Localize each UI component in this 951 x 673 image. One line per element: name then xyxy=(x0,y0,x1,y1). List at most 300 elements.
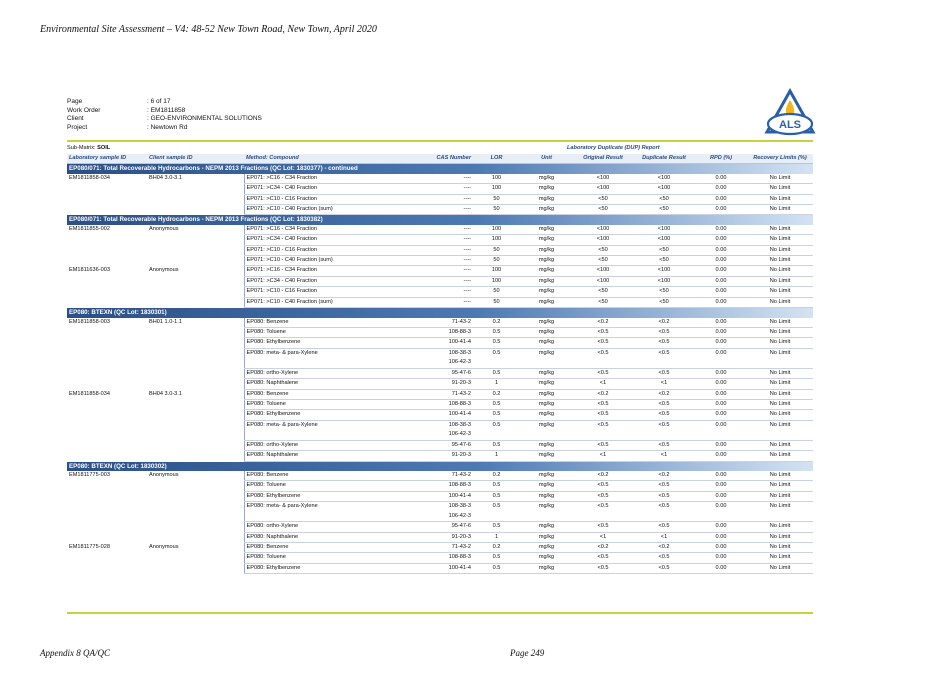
table-row xyxy=(67,553,813,563)
unit: mg/kg xyxy=(520,399,573,409)
lor: 0.5 xyxy=(473,338,520,348)
duplicate-result: <0.5 xyxy=(633,348,695,368)
logo-text: ALS xyxy=(779,119,801,131)
method-compound: EP080: ortho-Xylene xyxy=(244,440,377,450)
duplicate-result: <50 xyxy=(633,287,695,297)
unit: mg/kg xyxy=(520,532,573,542)
cas-number: 100-41-4 xyxy=(377,491,473,501)
rpd: 0.00 xyxy=(695,491,747,501)
unit: mg/kg xyxy=(520,184,573,194)
section-title: EP080: BTEXN (QC Lot: 1830301) xyxy=(67,308,813,318)
duplicate-result: <100 xyxy=(633,266,695,276)
col-duplicate-result: Duplicate Result xyxy=(633,154,695,164)
lab-sample-id xyxy=(67,563,147,573)
lor: 0.5 xyxy=(473,410,520,420)
info-value: : 6 of 17 xyxy=(147,98,171,105)
table-row xyxy=(67,471,813,481)
method-compound: EP080: Ethylbenzene xyxy=(244,491,377,501)
duplicate-result: <1 xyxy=(633,379,695,389)
method-compound: EP071: >C10 - C16 Fraction xyxy=(244,194,377,204)
rpd: 0.00 xyxy=(695,389,747,399)
cas-number xyxy=(377,348,473,368)
lab-sample-id xyxy=(67,327,147,337)
method-compound: EP080: Naphthalene xyxy=(244,451,377,461)
unit: mg/kg xyxy=(520,491,573,501)
original-result: <0.2 xyxy=(573,318,633,328)
cas-number: 71-43-2 xyxy=(377,471,473,481)
unit: mg/kg xyxy=(520,245,573,255)
recovery-limits: No Limit xyxy=(747,256,813,266)
table-row xyxy=(67,205,813,215)
lor: 50 xyxy=(473,205,520,215)
info-row-project xyxy=(67,124,262,133)
unit: mg/kg xyxy=(520,522,573,532)
original-result: <0.5 xyxy=(573,338,633,348)
method-compound: EP071: >C16 - C34 Fraction xyxy=(244,266,377,276)
unit: mg/kg xyxy=(520,451,573,461)
lab-sample-id: EM1811858-034 xyxy=(69,390,110,397)
als-logo xyxy=(764,88,816,138)
recovery-limits: No Limit xyxy=(747,338,813,348)
info-value: : EM1811858 xyxy=(147,106,186,114)
info-label: Project xyxy=(67,123,88,131)
cas-number: 71-43-2 xyxy=(377,389,473,399)
lor: 0.5 xyxy=(473,553,520,563)
info-label: Client xyxy=(67,115,84,123)
lor: 0.5 xyxy=(473,481,520,491)
duplicate-table xyxy=(67,154,813,574)
cas-number: 95-47-6 xyxy=(377,368,473,378)
lor: 1 xyxy=(473,451,520,461)
lor: 0.5 xyxy=(473,368,520,378)
client-sample-id: Anonymous xyxy=(149,267,179,274)
lor: 50 xyxy=(473,245,520,255)
rpd: 0.00 xyxy=(695,194,747,204)
original-result: <100 xyxy=(573,235,633,245)
unit: mg/kg xyxy=(520,225,573,235)
col-original-result: Original Result xyxy=(573,154,633,164)
original-result: <0.5 xyxy=(573,420,633,440)
rpd: 0.00 xyxy=(695,338,747,348)
client-sample-id xyxy=(147,297,244,307)
lab-sample-id xyxy=(67,410,147,420)
method-compound: EP071: >C10 - C40 Fraction (sum) xyxy=(244,205,377,215)
method-compound: EP080: Benzene xyxy=(244,471,377,481)
col-client-sample-id: Client sample ID xyxy=(147,154,244,164)
rpd: 0.00 xyxy=(695,297,747,307)
document-header: Environmental Site Assessment – V4: 48-52 New Town Road, New Town, April 2020 xyxy=(40,24,377,35)
sub-matrix-value: SOIL xyxy=(97,145,111,151)
duplicate-result: <0.5 xyxy=(633,502,695,522)
recovery-limits: No Limit xyxy=(747,287,813,297)
method-compound: EP080: Ethylbenzene xyxy=(244,338,377,348)
original-result: <100 xyxy=(573,266,633,276)
lab-sample-id: EM1811855-002 xyxy=(69,226,110,233)
client-sample-id xyxy=(147,522,244,532)
recovery-limits: No Limit xyxy=(747,522,813,532)
lor: 0.5 xyxy=(473,327,520,337)
table-row xyxy=(67,522,813,532)
lor: 0.5 xyxy=(473,420,520,440)
duplicate-result: <50 xyxy=(633,194,695,204)
cas-number: ---- xyxy=(377,276,473,286)
cas-number: 95-47-6 xyxy=(377,440,473,450)
cas-part: 108-38-3 xyxy=(448,421,471,428)
client-sample-id xyxy=(147,205,244,215)
table-row xyxy=(67,491,813,501)
lab-sample-id xyxy=(67,276,147,286)
table-row xyxy=(67,532,813,542)
recovery-limits: No Limit xyxy=(747,327,813,337)
table-row xyxy=(67,502,813,522)
lab-sample-id xyxy=(67,368,147,378)
recovery-limits: No Limit xyxy=(747,491,813,501)
info-value: : GEO-ENVIRONMENTAL SOLUTIONS xyxy=(147,115,262,123)
client-sample-id xyxy=(147,184,244,194)
cas-part: 106-42-3 xyxy=(448,431,471,438)
section-title: EP080/071: Total Recoverable Hydrocarbons - NEPM 2013 Fractions (QC Lot: 1830377) - continued xyxy=(67,164,813,174)
lab-sample-id: EM1811858-003 xyxy=(69,318,110,325)
table-row xyxy=(67,338,813,348)
original-result: <100 xyxy=(573,225,633,235)
table-row xyxy=(67,235,813,245)
duplicate-result: <0.5 xyxy=(633,338,695,348)
cas-number: ---- xyxy=(377,297,473,307)
rpd: 0.00 xyxy=(695,276,747,286)
table-row xyxy=(67,245,813,255)
client-sample-id xyxy=(147,451,244,461)
table-row xyxy=(67,266,813,276)
lor: 0.5 xyxy=(473,502,520,522)
original-result: <0.5 xyxy=(573,491,633,501)
col-rpd: RPD (%) xyxy=(695,154,747,164)
client-sample-id xyxy=(147,287,244,297)
client-sample-id xyxy=(147,440,244,450)
recovery-limits: No Limit xyxy=(747,543,813,553)
lor: 0.5 xyxy=(473,491,520,501)
lab-sample-id xyxy=(67,235,147,245)
rpd: 0.00 xyxy=(695,420,747,440)
duplicate-result: <0.5 xyxy=(633,410,695,420)
recovery-limits: No Limit xyxy=(747,184,813,194)
method-compound: EP080: Toluene xyxy=(244,481,377,491)
rpd: 0.00 xyxy=(695,532,747,542)
unit: mg/kg xyxy=(520,471,573,481)
duplicate-result: <1 xyxy=(633,451,695,461)
unit: mg/kg xyxy=(520,287,573,297)
lab-sample-id xyxy=(67,287,147,297)
method-compound: EP071: >C10 - C16 Fraction xyxy=(244,245,377,255)
lor: 0.2 xyxy=(473,471,520,481)
original-result: <100 xyxy=(573,276,633,286)
cas-number: ---- xyxy=(377,256,473,266)
table-row xyxy=(67,379,813,389)
original-result: <100 xyxy=(573,174,633,184)
method-compound: EP071: >C10 - C40 Fraction (sum) xyxy=(244,256,377,266)
unit: mg/kg xyxy=(520,266,573,276)
duplicate-result: <0.2 xyxy=(633,543,695,553)
col-lor: LOR xyxy=(473,154,520,164)
rpd: 0.00 xyxy=(695,245,747,255)
lab-sample-id xyxy=(67,532,147,542)
cas-number: 108-88-3 xyxy=(377,481,473,491)
unit: mg/kg xyxy=(520,368,573,378)
original-result: <0.5 xyxy=(573,440,633,450)
recovery-limits: No Limit xyxy=(747,471,813,481)
duplicate-result: <50 xyxy=(633,256,695,266)
table-row xyxy=(67,174,813,184)
cas-number: 108-88-3 xyxy=(377,553,473,563)
original-result: <0.2 xyxy=(573,543,633,553)
method-compound: EP080: meta- & para-Xylene xyxy=(244,502,377,522)
rpd: 0.00 xyxy=(695,184,747,194)
original-result: <50 xyxy=(573,287,633,297)
client-sample-id xyxy=(147,194,244,204)
lor: 0.2 xyxy=(473,389,520,399)
original-result: <100 xyxy=(573,184,633,194)
client-sample-id: Anonymous xyxy=(149,226,179,233)
unit: mg/kg xyxy=(520,338,573,348)
client-sample-id xyxy=(147,420,244,440)
client-sample-id xyxy=(147,481,244,491)
unit: mg/kg xyxy=(520,553,573,563)
recovery-limits: No Limit xyxy=(747,532,813,542)
rpd: 0.00 xyxy=(695,256,747,266)
rpd: 0.00 xyxy=(695,225,747,235)
duplicate-result: <100 xyxy=(633,174,695,184)
table-row xyxy=(67,389,813,399)
cas-part: 108-38-3 xyxy=(448,503,471,510)
recovery-limits: No Limit xyxy=(747,348,813,368)
cas-number: ---- xyxy=(377,194,473,204)
table-row xyxy=(67,563,813,573)
unit: mg/kg xyxy=(520,276,573,286)
lor: 100 xyxy=(473,276,520,286)
recovery-limits: No Limit xyxy=(747,297,813,307)
original-result: <0.2 xyxy=(573,389,633,399)
cas-number: ---- xyxy=(377,174,473,184)
rpd: 0.00 xyxy=(695,543,747,553)
lor: 0.5 xyxy=(473,440,520,450)
lor: 100 xyxy=(473,235,520,245)
unit: mg/kg xyxy=(520,194,573,204)
cas-number xyxy=(377,420,473,440)
original-result: <0.5 xyxy=(573,522,633,532)
rpd: 0.00 xyxy=(695,440,747,450)
table-row xyxy=(67,194,813,204)
cas-number: 91-20-3 xyxy=(377,532,473,542)
method-compound: EP080: meta- & para-Xylene xyxy=(244,420,377,440)
lab-sample-id xyxy=(67,522,147,532)
duplicate-result: <0.5 xyxy=(633,399,695,409)
lor: 50 xyxy=(473,297,520,307)
unit: mg/kg xyxy=(520,318,573,328)
original-result: <50 xyxy=(573,245,633,255)
footer-rule xyxy=(67,612,813,614)
client-sample-id xyxy=(147,532,244,542)
client-sample-id xyxy=(147,368,244,378)
unit: mg/kg xyxy=(520,235,573,245)
rpd: 0.00 xyxy=(695,348,747,368)
info-value: : Newtown Rd xyxy=(147,123,188,131)
client-sample-id xyxy=(147,348,244,368)
original-result: <50 xyxy=(573,205,633,215)
lab-sample-id xyxy=(67,184,147,194)
recovery-limits: No Limit xyxy=(747,245,813,255)
lab-sample-id: EM1811636-003 xyxy=(69,267,110,274)
lab-sample-id xyxy=(67,399,147,409)
original-result: <1 xyxy=(573,532,633,542)
duplicate-result: <0.5 xyxy=(633,440,695,450)
method-compound: EP080: ortho-Xylene xyxy=(244,522,377,532)
original-result: <50 xyxy=(573,194,633,204)
table-row xyxy=(67,225,813,235)
footer-appendix: Appendix 8 QA/QC xyxy=(40,648,110,658)
recovery-limits: No Limit xyxy=(747,553,813,563)
table-row xyxy=(67,481,813,491)
duplicate-result: <0.5 xyxy=(633,563,695,573)
client-sample-id xyxy=(147,399,244,409)
duplicate-result: <100 xyxy=(633,184,695,194)
method-compound: EP080: Benzene xyxy=(244,389,377,399)
table-row xyxy=(67,348,813,368)
lab-sample-id xyxy=(67,348,147,368)
original-result: <0.5 xyxy=(573,410,633,420)
cas-number: 95-47-6 xyxy=(377,522,473,532)
cas-number: 100-41-4 xyxy=(377,563,473,573)
original-result: <1 xyxy=(573,451,633,461)
cas-number: ---- xyxy=(377,205,473,215)
rpd: 0.00 xyxy=(695,563,747,573)
duplicate-result: <50 xyxy=(633,297,695,307)
col-unit: Unit xyxy=(520,154,573,164)
lab-sample-id: EM1811858-034 xyxy=(69,175,110,182)
unit: mg/kg xyxy=(520,389,573,399)
lab-sample-id xyxy=(67,205,147,215)
table-row xyxy=(67,410,813,420)
unit: mg/kg xyxy=(520,420,573,440)
duplicate-result: <100 xyxy=(633,225,695,235)
cas-number: ---- xyxy=(377,184,473,194)
lor: 100 xyxy=(473,184,520,194)
cas-part: 106-42-3 xyxy=(448,512,471,519)
client-sample-id xyxy=(147,327,244,337)
rpd: 0.00 xyxy=(695,553,747,563)
original-result: <0.5 xyxy=(573,368,633,378)
client-sample-id xyxy=(147,502,244,522)
lab-sample-id xyxy=(67,256,147,266)
unit: mg/kg xyxy=(520,348,573,368)
unit: mg/kg xyxy=(520,440,573,450)
table-row xyxy=(67,368,813,378)
original-result: <0.5 xyxy=(573,502,633,522)
recovery-limits: No Limit xyxy=(747,481,813,491)
duplicate-result: <100 xyxy=(633,276,695,286)
recovery-limits: No Limit xyxy=(747,420,813,440)
unit: mg/kg xyxy=(520,256,573,266)
recovery-limits: No Limit xyxy=(747,225,813,235)
rpd: 0.00 xyxy=(695,368,747,378)
rpd: 0.00 xyxy=(695,471,747,481)
method-compound: EP071: >C10 - C40 Fraction (sum) xyxy=(244,297,377,307)
table-row xyxy=(67,287,813,297)
section-header-row xyxy=(67,461,813,471)
table-header-row xyxy=(67,154,813,164)
recovery-limits: No Limit xyxy=(747,389,813,399)
cas-number: 91-20-3 xyxy=(377,379,473,389)
cas-number: ---- xyxy=(377,287,473,297)
duplicate-result: <0.5 xyxy=(633,368,695,378)
original-result: <0.5 xyxy=(573,399,633,409)
duplicate-result: <0.5 xyxy=(633,491,695,501)
rpd: 0.00 xyxy=(695,410,747,420)
method-compound: EP080: Naphthalene xyxy=(244,532,377,542)
original-result: <0.5 xyxy=(573,327,633,337)
client-sample-id xyxy=(147,410,244,420)
recovery-limits: No Limit xyxy=(747,399,813,409)
lab-sample-id xyxy=(67,420,147,440)
cas-number: ---- xyxy=(377,266,473,276)
rpd: 0.00 xyxy=(695,481,747,491)
lab-sample-id xyxy=(67,491,147,501)
unit: mg/kg xyxy=(520,297,573,307)
client-sample-id: BH01 1.0-1.1 xyxy=(149,318,182,325)
info-row-work-order xyxy=(67,107,262,116)
lor: 100 xyxy=(473,266,520,276)
duplicate-result: <0.2 xyxy=(633,471,695,481)
unit: mg/kg xyxy=(520,327,573,337)
table-row xyxy=(67,327,813,337)
sub-matrix-row xyxy=(67,144,813,153)
lab-sample-id xyxy=(67,440,147,450)
lab-sample-id xyxy=(67,553,147,563)
duplicate-table-wrap xyxy=(67,154,813,574)
unit: mg/kg xyxy=(520,481,573,491)
rpd: 0.00 xyxy=(695,522,747,532)
rpd: 0.00 xyxy=(695,502,747,522)
cas-number: ---- xyxy=(377,235,473,245)
lor: 0.5 xyxy=(473,522,520,532)
method-compound: EP080: Ethylbenzene xyxy=(244,410,377,420)
method-compound: EP080: meta- & para-Xylene xyxy=(244,348,377,368)
method-compound: EP071: >C16 - C34 Fraction xyxy=(244,225,377,235)
lor: 50 xyxy=(473,194,520,204)
lab-sample-id xyxy=(67,502,147,522)
lor: 1 xyxy=(473,532,520,542)
section-header-row xyxy=(67,164,813,174)
method-compound: EP080: Toluene xyxy=(244,399,377,409)
table-row xyxy=(67,256,813,266)
rpd: 0.00 xyxy=(695,287,747,297)
lab-sample-id xyxy=(67,245,147,255)
client-sample-id xyxy=(147,245,244,255)
table-row xyxy=(67,297,813,307)
rpd: 0.00 xyxy=(695,318,747,328)
cas-number: ---- xyxy=(377,225,473,235)
rpd: 0.00 xyxy=(695,205,747,215)
section-title: EP080: BTEXN (QC Lot: 1830302) xyxy=(67,461,813,471)
dup-report-title: Laboratory Duplicate (DUP) Report xyxy=(567,145,660,151)
recovery-limits: No Limit xyxy=(747,318,813,328)
unit: mg/kg xyxy=(520,543,573,553)
recovery-limits: No Limit xyxy=(747,451,813,461)
original-result: <1 xyxy=(573,379,633,389)
table-row xyxy=(67,276,813,286)
lor: 0.5 xyxy=(473,348,520,368)
section-header-row xyxy=(67,215,813,225)
cas-number: ---- xyxy=(377,245,473,255)
client-sample-id xyxy=(147,256,244,266)
